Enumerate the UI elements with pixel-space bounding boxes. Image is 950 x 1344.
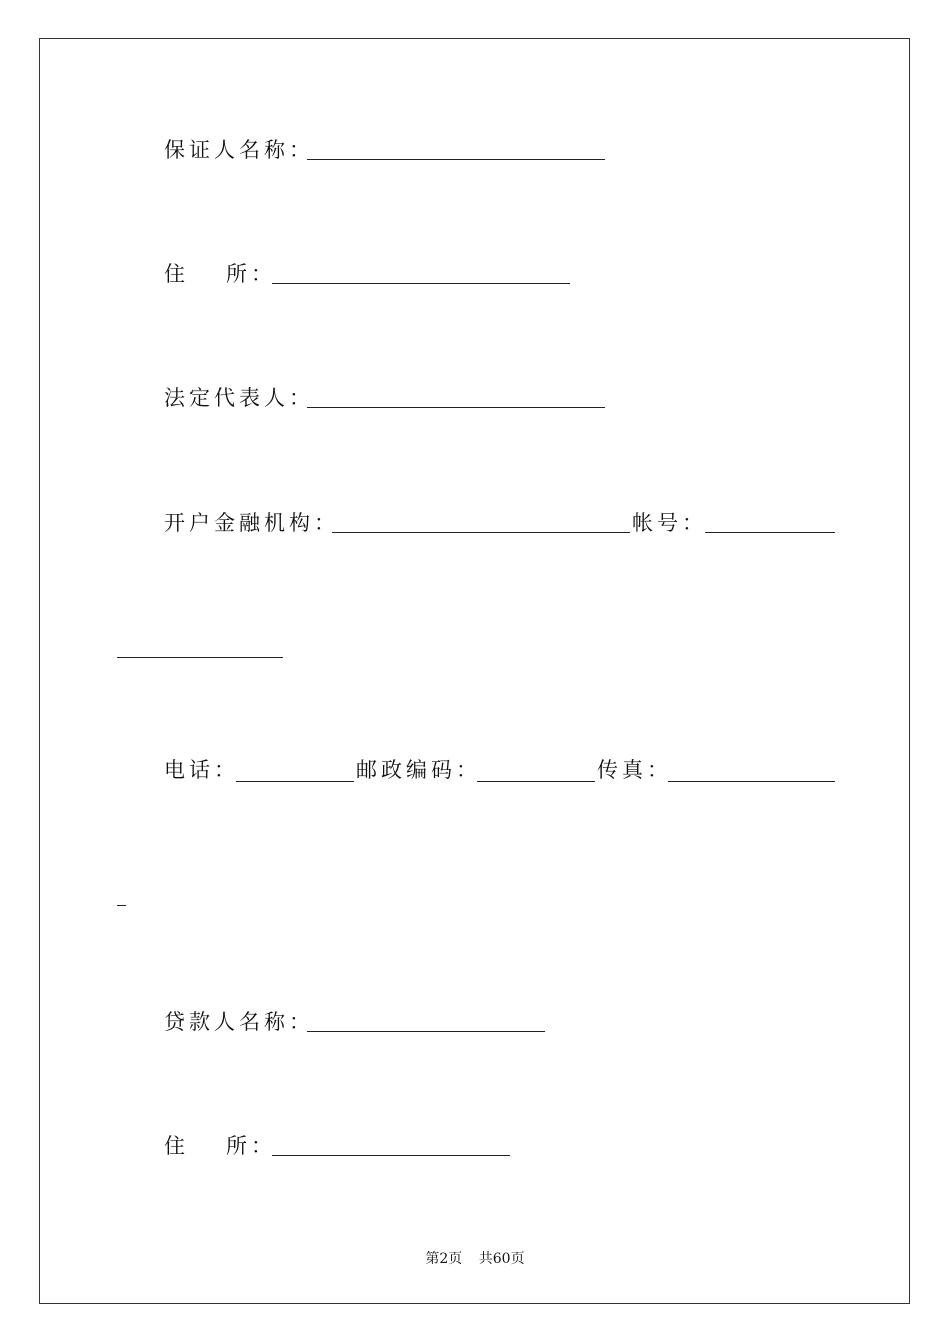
guarantor-name-label: 保证人名称： xyxy=(164,138,314,162)
lender-address-field[interactable] xyxy=(272,1155,510,1156)
guarantor-name-field[interactable] xyxy=(307,159,605,160)
lender-address-label-part2: 所： xyxy=(226,1134,276,1158)
phone-field[interactable] xyxy=(236,781,354,782)
lender-name-field[interactable] xyxy=(307,1031,545,1032)
guarantor-address-label-part2: 所： xyxy=(226,262,276,286)
phone-label: 电话： xyxy=(164,758,239,782)
postcode-field[interactable] xyxy=(477,781,595,782)
total-pages: 共60页 xyxy=(478,1251,525,1267)
fax-label: 传真： xyxy=(597,758,672,782)
guarantor-address-field[interactable] xyxy=(272,283,570,284)
fax-field-continuation[interactable] xyxy=(117,905,126,906)
bank-label: 开户金融机构： xyxy=(164,511,339,535)
legal-rep-label: 法定代表人： xyxy=(164,386,314,410)
account-field[interactable] xyxy=(705,532,835,533)
guarantor-address-label-part1: 住 xyxy=(164,262,189,286)
page-footer xyxy=(0,1248,950,1268)
bank-field[interactable] xyxy=(332,532,630,533)
account-field-continuation[interactable] xyxy=(117,657,283,658)
fax-field[interactable] xyxy=(668,781,835,782)
legal-rep-field[interactable] xyxy=(307,407,605,408)
page-border xyxy=(39,38,910,1304)
lender-name-label: 贷款人名称： xyxy=(164,1010,314,1034)
account-label: 帐号： xyxy=(632,511,707,535)
lender-address-label-part1: 住 xyxy=(164,1134,189,1158)
postcode-label: 邮政编码： xyxy=(356,758,481,782)
current-page-number: 第2页 xyxy=(425,1251,463,1267)
